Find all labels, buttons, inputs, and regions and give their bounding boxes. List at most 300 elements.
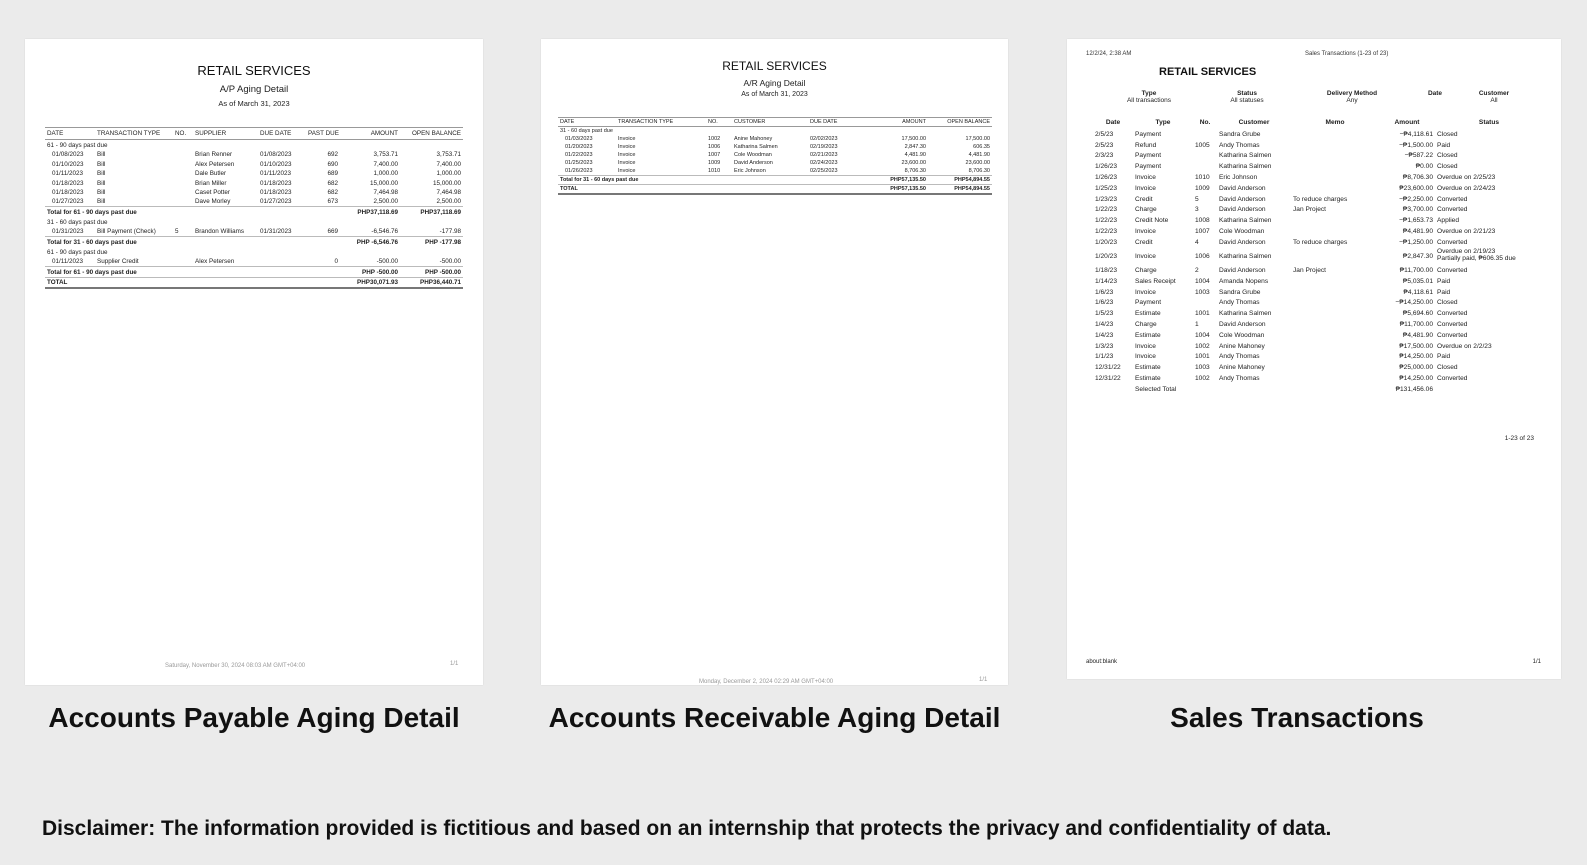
table-cell: Charge	[1135, 206, 1157, 214]
table-row	[1093, 237, 1543, 248]
table-cell: 1002	[1195, 374, 1210, 382]
ar-company-name: RETAIL SERVICES	[722, 59, 827, 73]
table-cell: Anine Mahoney	[1219, 364, 1265, 372]
total-value: PHP37,118.69	[340, 207, 400, 217]
table-cell: 606.35	[973, 144, 990, 150]
table-row	[1093, 183, 1543, 194]
table-cell: 7,464.98	[373, 188, 398, 196]
table-cell	[173, 160, 193, 169]
table-cell	[173, 178, 193, 187]
table-cell	[173, 197, 193, 207]
table-cell: 01/10/2023	[260, 160, 292, 168]
table-cell: 689	[327, 170, 338, 178]
column-header: Type	[1155, 119, 1171, 126]
table-cell: 1006	[708, 144, 721, 150]
group-label: 61 - 90 days past due	[47, 248, 108, 256]
table-cell: 3,753.71	[436, 151, 461, 159]
table-row	[45, 227, 463, 237]
table-cell: ₱5,694.60	[1402, 310, 1433, 318]
st-filter-customer	[1467, 90, 1521, 104]
table-cell: 2,847.30	[904, 144, 926, 150]
table-cell: ₱11,700.00	[1399, 267, 1433, 275]
table-row	[1093, 215, 1543, 226]
table-cell: 1005	[1195, 141, 1210, 149]
table-cell: 2	[1195, 267, 1199, 275]
table-cell: 1/26/23	[1095, 163, 1117, 171]
table-row	[1093, 298, 1543, 309]
table-cell: Paid	[1437, 353, 1451, 361]
table-cell: 01/27/2023	[260, 198, 292, 206]
table-cell: 15,000.00	[432, 179, 461, 187]
table-cell: 3,753.71	[373, 151, 398, 159]
table-row	[1093, 204, 1543, 215]
column-header: Amount	[1394, 119, 1420, 126]
ap-company-name: RETAIL SERVICES	[197, 63, 311, 78]
aging-group-row	[558, 127, 992, 136]
table-cell: 692	[327, 151, 338, 159]
st-header-title: Sales Transactions (1-23 of 23)	[1305, 51, 1389, 57]
table-cell: 02/24/2023	[810, 160, 838, 166]
table-cell: 23,600.00	[901, 160, 926, 166]
table-cell: Cole Woodman	[1219, 227, 1265, 235]
disclaimer-text: Disclaimer: The information provided is fictitious and based on an internship that protects the privacy and confidentiality of data.	[42, 817, 1332, 840]
table-row	[1093, 330, 1543, 341]
table-cell: -500.00	[376, 258, 398, 266]
table-row	[45, 169, 463, 178]
table-cell: David Anderson	[1219, 238, 1266, 246]
table-cell: ₱4,118.61	[1403, 288, 1433, 296]
st-filter-delivery-method	[1312, 90, 1392, 104]
table-cell: −₱587.22	[1404, 152, 1433, 160]
table-cell: Overdue on 2/21/23	[1437, 227, 1496, 235]
status-note: Partially paid, ₱606.35 due	[1437, 255, 1516, 263]
table-cell: 1/6/23	[1095, 288, 1114, 296]
table-cell	[173, 150, 193, 159]
table-cell	[1193, 161, 1217, 172]
table-cell: 690	[327, 160, 338, 168]
table-cell: Estimate	[1135, 374, 1161, 382]
table-cell	[1291, 276, 1379, 287]
total-value: PHP -500.00	[400, 267, 463, 277]
table-cell: Bill	[97, 198, 106, 206]
table-cell: Cole Woodman	[734, 152, 772, 158]
table-cell: ₱23,600.00	[1399, 184, 1433, 192]
column-header: CUSTOMER	[732, 118, 808, 127]
table-cell: Converted	[1437, 267, 1468, 275]
table-cell: 1007	[708, 152, 721, 158]
table-cell: 2/5/23	[1095, 130, 1114, 138]
table-cell: Closed	[1437, 130, 1458, 138]
table-cell: Invoice	[1135, 288, 1156, 296]
ar-page-number: 1/1	[979, 677, 988, 683]
table-cell: Invoice	[1135, 227, 1156, 235]
table-cell: 5	[1195, 195, 1199, 203]
table-cell: 1009	[708, 160, 721, 166]
table-cell: Andy Thomas	[1219, 374, 1260, 382]
total-value: PHP37,118.69	[400, 207, 463, 217]
table-cell: 4,481.90	[904, 152, 926, 158]
table-cell: −₱4,118.61	[1399, 130, 1433, 138]
table-cell: Estimate	[1135, 364, 1161, 372]
column-header: NO.	[706, 118, 732, 127]
table-cell: David Anderson	[1219, 321, 1266, 329]
table-cell: Overdue on 2/24/23	[1437, 184, 1496, 192]
table-cell: 673	[327, 198, 338, 206]
table-cell: Bill	[97, 188, 106, 196]
table-cell	[1217, 384, 1291, 395]
table-cell	[1291, 151, 1379, 162]
ap-page-number: 1/1	[450, 661, 459, 667]
subtotal-row	[45, 267, 463, 277]
table-cell: Invoice	[1135, 353, 1156, 361]
caption-sales-transactions: Sales Transactions	[1170, 702, 1424, 733]
table-row	[1093, 172, 1543, 183]
table-cell: 1001	[1195, 310, 1210, 318]
table-cell: 1,000.00	[373, 170, 398, 178]
table-cell: Credit Note	[1135, 217, 1169, 225]
table-cell: 1	[1195, 321, 1199, 329]
table-cell: 7,464.98	[436, 188, 461, 196]
table-cell: 01/22/2023	[565, 152, 593, 158]
table-cell: Alex Petersen	[195, 160, 235, 168]
table-cell: ₱8,706.30	[1402, 174, 1433, 182]
column-header: TRANSACTION TYPE	[95, 128, 173, 140]
table-cell: ₱5,035.01	[1402, 277, 1433, 285]
st-filter-label: Date	[1427, 90, 1443, 97]
table-cell: 01/20/2023	[565, 144, 593, 150]
table-cell: David Anderson	[734, 160, 773, 166]
table-row	[1093, 276, 1543, 287]
table-cell: Credit	[1135, 238, 1153, 246]
table-cell: Caset Potter	[195, 188, 230, 196]
table-cell: Closed	[1437, 364, 1458, 372]
table-cell: 12/31/22	[1095, 364, 1121, 372]
table-cell	[173, 257, 193, 267]
table-cell: Paid	[1437, 141, 1451, 149]
table-cell: 1/18/23	[1095, 267, 1117, 275]
table-cell: Katharina Salmen	[1219, 163, 1272, 171]
table-cell	[1291, 319, 1379, 330]
table-cell: Sales Receipt	[1135, 277, 1176, 285]
table-cell: Paid	[1437, 288, 1451, 296]
table-cell: Dave Morley	[195, 198, 231, 206]
table-cell: ₱14,250.00	[1399, 353, 1433, 361]
table-cell: 1/3/23	[1095, 342, 1114, 350]
table-cell	[1291, 341, 1379, 352]
table-cell: ₱17,500.00	[1399, 342, 1433, 350]
table-cell: 1010	[1195, 174, 1210, 182]
table-cell: −₱1,653.73	[1399, 217, 1433, 225]
ar-aging-table	[558, 117, 992, 195]
table-row	[1093, 161, 1543, 172]
table-cell: 01/26/2023	[565, 168, 593, 174]
ap-as-of-date: As of March 31, 2023	[218, 99, 290, 108]
table-cell	[1291, 140, 1379, 151]
table-cell: Converted	[1437, 206, 1468, 214]
table-cell	[258, 257, 306, 267]
table-cell: 23,600.00	[965, 160, 990, 166]
table-cell: Converted	[1437, 195, 1468, 203]
table-cell: Applied	[1437, 217, 1459, 225]
total-value: PHP57,135.50	[868, 185, 928, 195]
group-label: 31 - 60 days past due	[47, 218, 108, 226]
table-cell: 1/4/23	[1095, 321, 1114, 329]
table-cell: 1010	[708, 168, 721, 174]
table-cell: Estimate	[1135, 310, 1161, 318]
table-cell: Converted	[1437, 374, 1468, 382]
table-cell	[1093, 384, 1133, 395]
total-label: TOTAL	[45, 277, 340, 288]
total-label: Total for 31 - 60 days past due	[45, 237, 340, 247]
table-cell: Alex Petersen	[195, 258, 235, 266]
table-cell: 1002	[1195, 342, 1210, 350]
table-cell: 17,500.00	[901, 136, 926, 142]
sales-transactions-table	[1093, 118, 1543, 395]
st-filter-value: All	[1490, 97, 1498, 104]
ap-aging-table	[45, 127, 463, 289]
group-label: 61 - 90 days past due	[47, 142, 108, 149]
table-cell: Converted	[1437, 331, 1468, 339]
table-cell: −₱1,500.00	[1399, 141, 1433, 149]
table-cell	[1435, 248, 1543, 266]
table-cell	[1291, 330, 1379, 341]
subtotal-row	[45, 207, 463, 217]
table-cell: Jan Project	[1293, 267, 1326, 275]
table-cell: Bill Payment (Check)	[97, 228, 156, 236]
table-cell: Invoice	[1135, 252, 1156, 260]
table-cell: Closed	[1437, 299, 1458, 307]
table-cell: Payment	[1135, 152, 1162, 160]
table-cell: Katharina Salmen	[1219, 252, 1272, 260]
table-cell: 1003	[1195, 288, 1210, 296]
table-cell: Cole Woodman	[1219, 331, 1265, 339]
table-cell: 01/10/2023	[52, 160, 84, 168]
st-print-url: about:blank	[1086, 659, 1118, 665]
st-range-label: 1-23 of 23	[1504, 435, 1534, 442]
table-cell: 1002	[708, 136, 721, 142]
table-cell: 01/27/2023	[52, 198, 84, 206]
total-value: PHP -500.00	[340, 267, 400, 277]
table-cell: Andy Thomas	[1219, 299, 1260, 307]
table-cell	[1291, 161, 1379, 172]
table-cell: 4,481.90	[968, 152, 990, 158]
table-cell: 01/18/2023	[52, 188, 84, 196]
table-cell: 1/25/23	[1095, 184, 1117, 192]
total-value: PHP54,894.55	[928, 176, 992, 185]
table-cell: David Anderson	[1219, 267, 1266, 275]
table-cell: Credit	[1135, 195, 1153, 203]
table-cell	[1291, 362, 1379, 373]
column-header: No.	[1199, 119, 1211, 126]
table-cell: 1003	[1195, 364, 1210, 372]
table-cell: Dale Butler	[195, 170, 227, 178]
column-header: Date	[1105, 119, 1121, 126]
total-value: PHP -177.98	[400, 237, 463, 247]
table-cell	[1291, 172, 1379, 183]
column-header: DUE DATE	[258, 128, 306, 140]
grand-total-row	[45, 277, 463, 288]
table-cell: 01/31/2023	[260, 228, 292, 236]
table-cell: Charge	[1135, 267, 1157, 275]
grand-total-row	[558, 185, 992, 195]
table-cell: 01/11/2023	[52, 170, 84, 178]
table-cell: Anine Mahoney	[734, 136, 773, 142]
column-header: DATE	[45, 128, 95, 140]
table-row	[1093, 129, 1543, 140]
table-cell: −₱14,250.00	[1395, 299, 1433, 307]
table-cell: ₱14,250.00	[1399, 374, 1433, 382]
table-cell: 4	[1195, 238, 1199, 246]
column-header: OPEN BALANCE	[400, 128, 463, 140]
table-cell: Payment	[1135, 299, 1162, 307]
st-filter-date	[1417, 90, 1453, 97]
table-cell: Converted	[1437, 238, 1468, 246]
table-cell: Overdue on 2/25/23	[1437, 174, 1496, 182]
table-cell: David Anderson	[1219, 206, 1266, 214]
table-cell: 682	[327, 179, 338, 187]
table-cell: Eric Johnson	[734, 168, 766, 174]
st-filter-label: Status	[1237, 90, 1257, 97]
table-cell	[1435, 384, 1543, 395]
st-filter-label: Type	[1141, 90, 1157, 97]
ar-report-title: A/R Aging Detail	[743, 78, 806, 88]
group-label: 31 - 60 days past due	[560, 128, 613, 134]
table-cell: Payment	[1135, 163, 1162, 171]
table-cell	[1193, 129, 1217, 140]
table-cell: 01/18/2023	[52, 179, 84, 187]
table-row	[1093, 265, 1543, 276]
table-cell: 1001	[1195, 353, 1210, 361]
table-cell: Invoice	[1135, 184, 1156, 192]
table-cell: 1/1/23	[1095, 353, 1114, 361]
table-row	[45, 150, 463, 159]
table-cell: 1/20/23	[1095, 252, 1117, 260]
table-cell: −₱1,250.00	[1399, 238, 1433, 246]
total-value: PHP30,071.93	[340, 277, 400, 288]
table-cell: Sandra Grube	[1219, 288, 1261, 296]
table-cell: 682	[327, 188, 338, 196]
table-cell: Charge	[1135, 321, 1157, 329]
column-header: DATE	[558, 118, 616, 127]
table-cell	[1291, 298, 1379, 309]
st-filter-label: Delivery Method	[1326, 90, 1378, 97]
st-company-name: RETAIL SERVICES	[1159, 66, 1257, 78]
table-row	[1093, 194, 1543, 205]
table-cell: Brian Miller	[195, 179, 227, 187]
table-cell	[1291, 248, 1379, 266]
table-cell: 01/08/2023	[52, 151, 84, 159]
total-value: PHP36,440.71	[400, 277, 463, 288]
table-cell: 01/03/2023	[565, 136, 593, 142]
table-row	[1093, 373, 1543, 384]
table-cell: 1004	[1195, 331, 1210, 339]
table-cell: ₱3,700.00	[1402, 206, 1433, 214]
table-cell: Anine Mahoney	[1219, 342, 1265, 350]
table-cell: To reduce charges	[1293, 195, 1348, 203]
table-cell: Bill	[97, 160, 106, 168]
table-cell	[1291, 308, 1379, 319]
ap-report-title: A/P Aging Detail	[219, 84, 289, 95]
table-cell: Invoice	[618, 168, 636, 174]
table-cell	[1291, 384, 1379, 395]
st-page-number: 1/1	[1532, 659, 1541, 665]
table-row	[558, 151, 992, 159]
table-cell	[1291, 351, 1379, 362]
table-cell: ₱4,481.90	[1402, 227, 1433, 235]
table-cell	[1291, 129, 1379, 140]
table-cell: 2/5/23	[1095, 141, 1114, 149]
selected-total-row	[1093, 384, 1543, 395]
table-cell: Jan Project	[1293, 206, 1326, 214]
total-label: Total for 61 - 90 days past due	[45, 207, 340, 217]
table-cell: To reduce charges	[1293, 238, 1348, 246]
table-cell: ₱25,000.00	[1399, 364, 1433, 372]
table-cell: Andy Thomas	[1219, 353, 1260, 361]
ar-report-page	[541, 39, 1008, 685]
table-row	[45, 188, 463, 197]
table-cell: 2/3/23	[1095, 152, 1114, 160]
sales-transactions-page	[1067, 39, 1561, 679]
caption-accounts-payable: Accounts Payable Aging Detail	[48, 702, 460, 733]
total-label: TOTAL	[558, 185, 868, 195]
st-filter-type	[1119, 90, 1179, 104]
table-row	[45, 257, 463, 267]
table-row	[1093, 308, 1543, 319]
column-header: OPEN BALANCE	[928, 118, 992, 127]
table-cell	[1291, 287, 1379, 298]
table-row	[558, 167, 992, 176]
table-cell: -500.00	[439, 258, 461, 266]
table-cell: 2,500.00	[373, 198, 398, 206]
column-header: Status	[1478, 119, 1500, 126]
table-cell: 1006	[1195, 252, 1210, 260]
table-cell: ₱4,481.90	[1402, 331, 1433, 339]
table-row	[45, 160, 463, 169]
table-cell: Katharina Salmen	[1219, 310, 1272, 318]
table-cell: 0	[334, 258, 338, 266]
table-row	[558, 135, 992, 143]
table-cell	[173, 169, 193, 178]
table-row	[1093, 287, 1543, 298]
selected-total-value: ₱131,456.06	[1395, 385, 1433, 393]
table-row	[1093, 151, 1543, 162]
table-cell: 01/11/2023	[260, 170, 292, 178]
table-cell: 1/14/23	[1095, 277, 1117, 285]
table-cell	[173, 188, 193, 197]
table-row	[1093, 319, 1543, 330]
ap-report-page	[25, 39, 483, 685]
selected-total-label: Selected Total	[1135, 385, 1177, 393]
table-cell	[1291, 183, 1379, 194]
table-cell: Bill	[97, 151, 106, 159]
table-cell: David Anderson	[1219, 195, 1266, 203]
table-cell: 8,706.30	[904, 168, 926, 174]
table-row	[558, 159, 992, 167]
table-row	[558, 143, 992, 151]
table-cell: 01/18/2023	[260, 188, 292, 196]
table-cell: Brandon Williams	[195, 228, 244, 236]
table-cell: 17,500.00	[965, 136, 990, 142]
column-header: AMOUNT	[868, 118, 928, 127]
table-cell: 5	[175, 228, 179, 236]
table-cell: Eric Johnson	[1219, 174, 1258, 182]
table-cell: Invoice	[618, 136, 636, 142]
table-cell: 1/22/23	[1095, 217, 1117, 225]
total-value: PHP -6,546.76	[340, 237, 400, 247]
total-value: PHP57,135.50	[868, 176, 928, 185]
table-cell: Paid	[1437, 277, 1451, 285]
table-cell: 1/6/23	[1095, 299, 1114, 307]
